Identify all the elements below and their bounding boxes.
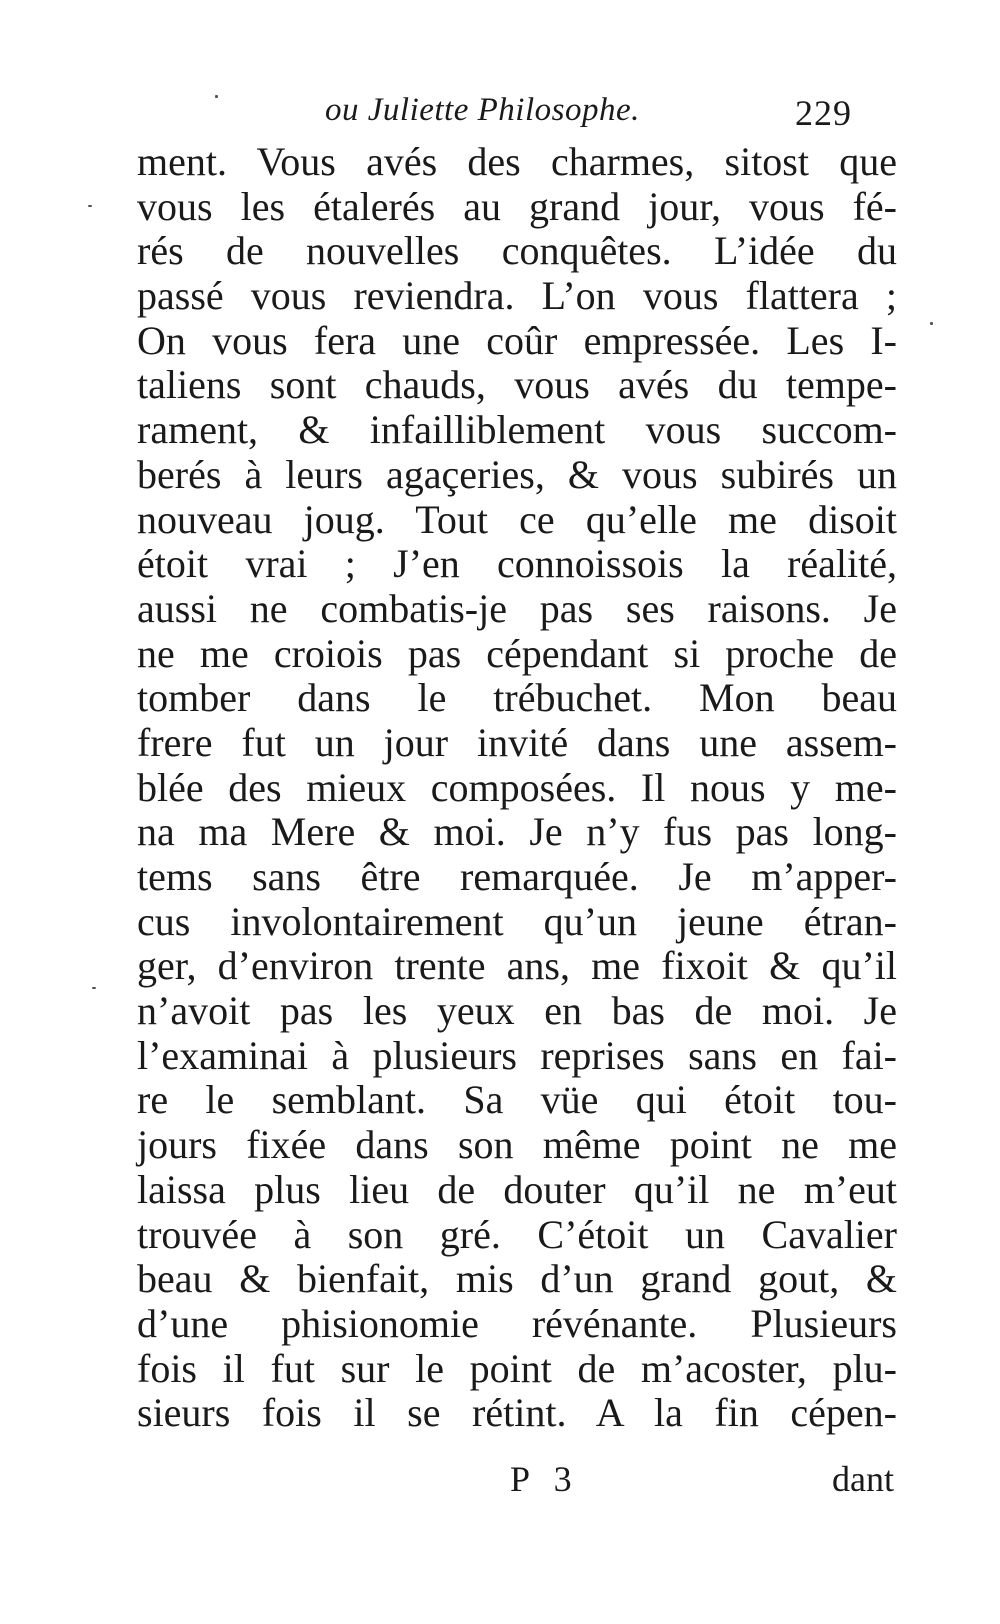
text-line: tomber dans le trébuchet. Mon beau [137,675,897,721]
text-line: rés de nouvelles conquêtes. L’idée du [137,228,897,274]
text-line: beau & bienfait, mis d’un grand gout, & [137,1256,897,1302]
text-line: tems sans être remarquée. Je m’apper- [137,854,897,899]
text-line: aussi ne combatis-je pas ses raisons. Je [137,585,897,631]
text-line: passé vous reviendra. L’on vous flattera ; [137,273,897,319]
catchword: dant [832,1459,894,1499]
text-line: On vous fera une coûr empressée. Les I- [137,317,897,363]
text-line: taliens sont chauds, vous avés du tempe- [137,362,897,408]
text-line: rament, & infailliblement vous succom- [137,407,897,453]
body-text [137,140,897,1436]
text-line: re le semblant. Sa vüe qui étoit tou- [137,1077,897,1123]
running-title: ou Juliette Philosophe. [325,92,640,128]
print-speck [92,987,96,989]
page-number: 229 [795,93,852,133]
text-line: n’avoit pas les yeux en bas de moi. Je [137,988,897,1034]
text-line: vous les étalerés au grand jour, vous fé- [137,183,897,229]
print-speck [215,95,218,98]
text-line: l’examinai à plusieurs reprises sans en fai- [137,1032,897,1078]
text-line: trouvée à son gré. C’étoit un Cavalier [137,1211,897,1257]
text-line: nouveau joug. Tout ce qu’elle me disoit [137,496,897,542]
text-line: ger, d’environ trente ans, me fixoit & qu’il [137,943,897,989]
text-line: blée des mieux composées. Il nous y me- [137,764,897,810]
text-line: sieurs fois il se rétint. A la fin cépen- [137,1390,897,1436]
text-line: laissa plus lieu de douter qu’il ne m’eut [137,1166,897,1212]
print-speck [930,322,933,325]
text-line: berés à leurs agaçeries, & vous subirés un [137,451,897,497]
text-line: jours fixée dans son même point ne me [137,1122,897,1168]
text-line: cus involontairement qu’un jeune étran- [137,898,897,944]
text-line: fois il fut sur le point de m’acoster, plu- [137,1345,897,1391]
text-line: étoit vrai ; J’en connoissois la réalité, [137,541,897,587]
text-line: na ma Mere & moi. Je n’y fus pas long- [137,809,897,855]
text-line: ment. Vous avés des charmes, sitost que [137,139,897,184]
signature-mark: P 3 [510,1459,580,1499]
text-line: ne me croiois pas cépendant si proche de [137,630,897,676]
text-line: d’une phisionomie révénante. Plusieurs [137,1300,897,1346]
print-speck [88,205,92,207]
text-line: frere fut un jour invité dans une assem- [137,719,897,765]
